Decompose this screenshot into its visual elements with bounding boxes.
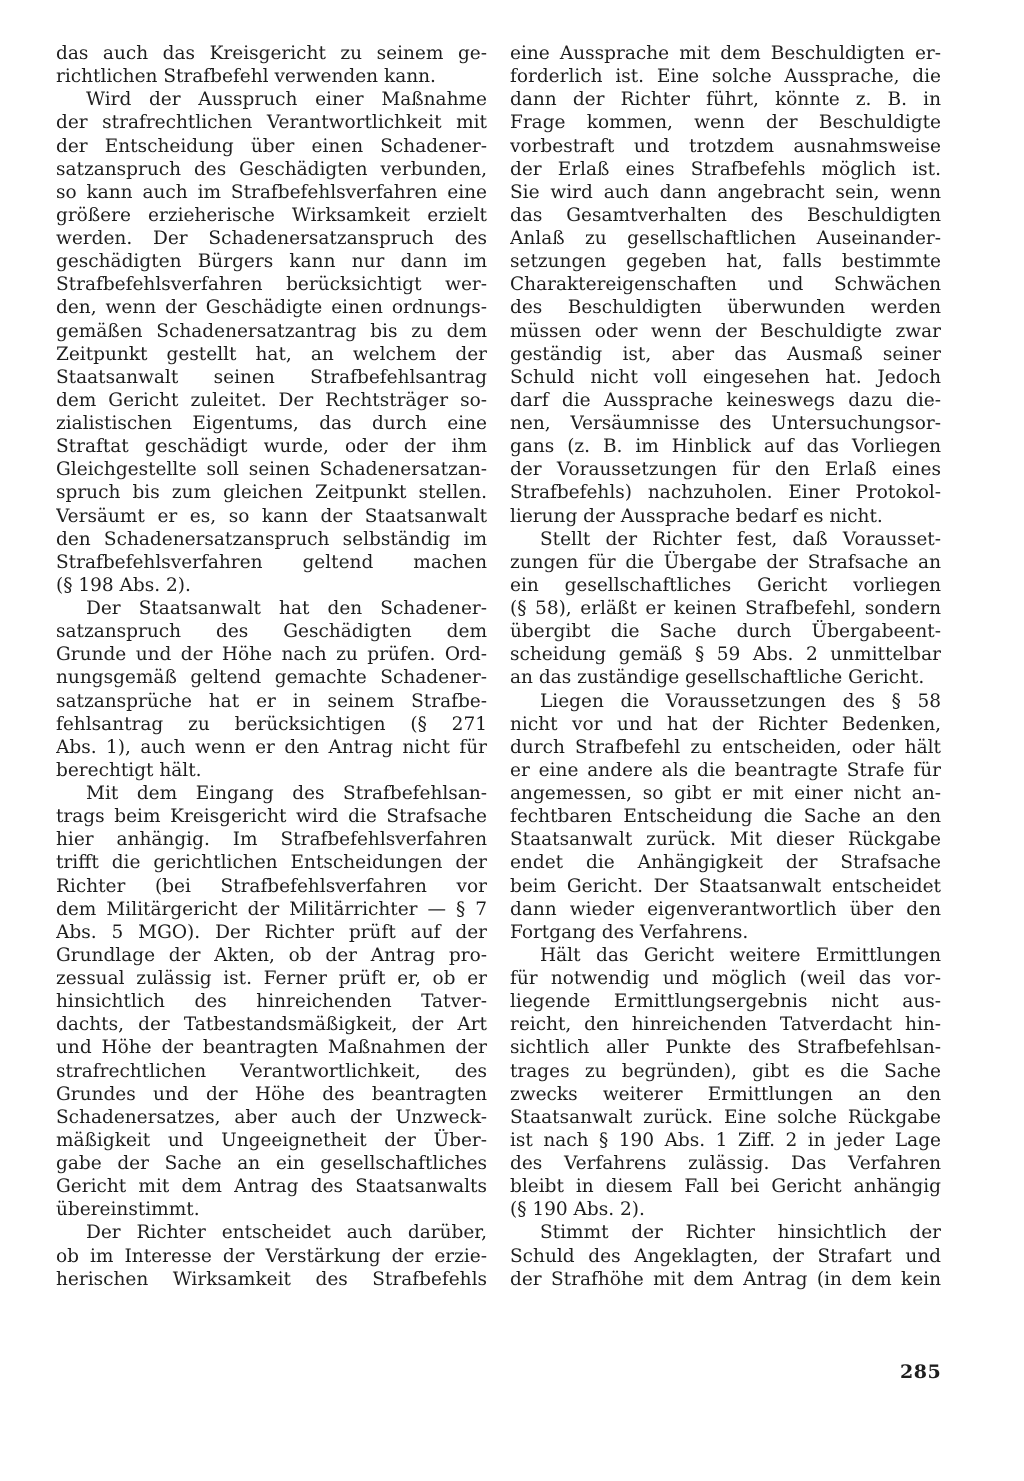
text-line: der Voraussetzungen für den Erlaß eines [510, 459, 941, 481]
text-line: Staatsanwalt zurück. Eine solche Rückgabe [510, 1106, 941, 1128]
text-line: dachts, der Tatbestandsmäßigkeit, der Art [56, 1014, 487, 1036]
text-line: Anlaß zu gesellschaftlichen Auseinander- [510, 228, 941, 249]
text-line: und Höhe der beantragten Maßnahmen der [56, 1037, 487, 1059]
text-line: für notwendig und möglich (weil das vor- [510, 968, 941, 989]
text-line: hinsichtlich des hinreichenden Tatver- [56, 991, 487, 1013]
text-line: Strafbefehlsverfahren geltend machen [56, 551, 487, 573]
page-number: 285 [900, 1361, 942, 1383]
text-line: satzanspruch des Geschädigten dem [56, 621, 487, 643]
text-line: herischen Wirksamkeit des Strafbefehls [56, 1268, 487, 1290]
text-line: Schadenersatzes, aber auch der Unzweck- [56, 1106, 487, 1128]
text-line: gabe der Sache an ein gesellschaftliches [56, 1153, 487, 1174]
text-line: Gleichgestellte soll seinen Schadenersatzan- [56, 459, 487, 481]
text-line: dem Militärgericht der Militärrichter — § 7 [56, 898, 487, 920]
text-line: das Gesamtverhalten des Beschuldigten [510, 204, 941, 226]
text-line: dann der Richter führt, könnte z. B. in [510, 89, 941, 111]
text-line: trages zu begründen), gibt es die Sache [510, 1060, 941, 1082]
text-line: geschädigten Bürgers kann nur dann im [56, 251, 487, 273]
text-line: Richter (bei Strafbefehlsverfahren vor [56, 875, 487, 897]
text-line: (§ 190 Abs. 2). [510, 1199, 645, 1221]
text-line: Der Staatsanwalt hat den Schadener- [86, 598, 487, 619]
text-line: bleibt in diesem Fall bei Gericht anhängig [510, 1176, 941, 1198]
text-line: zialistischen Eigentums, das durch eine [56, 413, 487, 434]
text-line: ein gesellschaftliches Gericht vorliegen [510, 574, 941, 596]
text-line: (§ 58), erläßt er keinen Strafbefehl, sondern [510, 598, 941, 619]
text-line: Sie wird auch dann angebracht sein, wenn [510, 181, 941, 203]
text-line: fehlsantrag zu berücksichtigen (§ 271 [56, 713, 487, 735]
text-line: Staatsanwalt seinen Strafbefehlsantrag [56, 366, 487, 388]
text-line: trags beim Kreisgericht wird die Strafsache [56, 806, 487, 828]
text-line: gans (z. B. im Hinblick auf das Vorliegen [510, 436, 941, 458]
text-line: ob im Interesse der Verstärkung der erzie- [56, 1245, 487, 1267]
right-text-column [510, 42, 941, 1291]
text-line: angemessen, so gibt er mit einer nicht an- [510, 783, 941, 804]
text-line: darf die Aussprache keineswegs dazu die- [510, 389, 941, 411]
text-line: strafrechtlichen Verantwortlichkeit, des [56, 1060, 487, 1082]
text-line: setzungen gegeben hat, falls bestimmte [510, 251, 941, 273]
text-line: Strafbefehlsverfahren berücksichtigt wer- [56, 274, 487, 296]
text-line: Versäumt er es, so kann der Staatsanwalt [56, 505, 487, 527]
text-line: Grundes und der Höhe des beantragten [56, 1083, 487, 1105]
text-line: Frage kommen, wenn der Beschuldigte [510, 112, 941, 134]
text-line: vorbestraft und trotzdem ausnahmsweise [510, 135, 941, 157]
text-line: Der Richter entscheidet auch darüber, [86, 1222, 487, 1244]
text-line: hier anhängig. Im Strafbefehlsverfahren [56, 829, 487, 851]
text-line: trifft die gerichtlichen Entscheidungen der [56, 852, 487, 874]
text-line: müssen oder wenn der Beschuldigte zwar [510, 320, 941, 342]
text-line: Strafbefehls) nachzuholen. Einer Protokol- [510, 482, 941, 504]
text-line: Charaktereigenschaften und Schwächen [510, 274, 941, 296]
text-line: sichtlich aller Punkte des Strafbefehlsan- [510, 1037, 941, 1059]
text-line: den, wenn der Geschädigte einen ordnungs- [56, 297, 487, 319]
text-line: des Verfahrens zulässig. Das Verfahren [510, 1153, 941, 1174]
text-line: satzanspruch des Geschädigten verbunden, [56, 158, 487, 180]
text-line: übergibt die Sache durch Übergabeent- [510, 621, 941, 643]
text-line: Abs. 5 MGO). Der Richter prüft auf der [56, 921, 487, 943]
text-line: Gericht mit dem Antrag des Staatsanwalts [56, 1176, 487, 1198]
text-line: Zeitpunkt gestellt hat, an welchem der [56, 343, 487, 365]
text-line: dem Gericht zuleitet. Der Rechtsträger so- [56, 389, 487, 411]
text-line: forderlich ist. Eine solche Aussprache, die [510, 66, 941, 88]
text-line: Liegen die Voraussetzungen des § 58 [540, 690, 941, 712]
text-line: (§ 198 Abs. 2). [56, 574, 191, 596]
text-line: der Strafhöhe mit dem Antrag (in dem kein [510, 1268, 941, 1290]
text-line: größere erzieherische Wirksamkeit erzielt [56, 204, 487, 226]
text-line: Mit dem Eingang des Strafbefehlsan- [86, 783, 487, 804]
text-line: liegende Ermittlungsergebnis nicht aus- [510, 991, 941, 1013]
text-line: er eine andere als die beantragte Strafe für [510, 759, 941, 781]
text-line: nungsgemäß geltend gemachte Schadener- [56, 667, 487, 689]
text-line: spruch bis zum gleichen Zeitpunkt stellen. [56, 482, 487, 504]
text-line: richtlichen Strafbefehl verwenden kann. [56, 66, 436, 88]
text-line: Staatsanwalt zurück. Mit dieser Rückgabe [510, 829, 941, 851]
text-line: mäßigkeit und Ungeeignetheit der Über- [56, 1129, 487, 1151]
text-line: zungen für die Übergabe der Strafsache an [510, 551, 941, 573]
text-line: übereinstimmt. [56, 1199, 200, 1221]
text-line: lierung der Aussprache bedarf es nicht. [510, 505, 883, 527]
text-line: Wird der Ausspruch einer Maßnahme [86, 89, 487, 111]
text-line: Grundlage der Akten, ob der Antrag pro- [56, 944, 487, 966]
text-line: nen, Versäumnisse des Untersuchungsor- [510, 413, 941, 434]
text-line: des Beschuldigten überwunden werden [510, 297, 941, 319]
text-line: reicht, den hinreichenden Tatverdacht hin- [510, 1014, 941, 1036]
text-line: der Entscheidung über einen Schadener- [56, 135, 487, 157]
text-line: den Schadenersatzanspruch selbständig im [56, 528, 487, 550]
text-line: zwecks weiterer Ermittlungen an den [510, 1083, 941, 1105]
text-line: durch Strafbefehl zu entscheiden, oder hält [510, 736, 941, 758]
text-line: Schuld des Angeklagten, der Strafart und [510, 1245, 941, 1267]
text-line: an das zuständige gesellschaftliche Gericht. [510, 667, 925, 689]
text-line: Stimmt der Richter hinsichtlich der [540, 1222, 941, 1244]
text-line: berechtigt hält. [56, 759, 202, 781]
text-line: werden. Der Schadenersatzanspruch des [56, 228, 487, 249]
text-line: das auch das Kreisgericht zu seinem ge- [56, 43, 487, 64]
text-line: nicht vor und hat der Richter Bedenken, [510, 713, 941, 735]
text-line: gemäßen Schadenersatzantrag bis zu dem [56, 320, 487, 342]
text-line: Straftat geschädigt wurde, oder der ihm [56, 436, 487, 458]
text-line: dann wieder eigenverantwortlich über den [510, 898, 941, 920]
text-line: Fortgang des Verfahrens. [510, 921, 749, 943]
text-line: der strafrechtlichen Verantwortlichkeit mit [56, 112, 487, 134]
text-line: Hält das Gericht weitere Ermittlungen [540, 944, 941, 966]
text-line: Schuld nicht voll eingesehen hat. Jedoch [510, 366, 941, 388]
text-line: geständig ist, aber das Ausmaß seiner [510, 343, 941, 365]
text-line: ist nach § 190 Abs. 1 Ziff. 2 in jeder Lage [510, 1129, 941, 1151]
left-text-column [56, 42, 487, 1291]
text-line: eine Aussprache mit dem Beschuldigten er- [510, 43, 941, 64]
text-line: scheidung gemäß § 59 Abs. 2 unmittelbar [510, 644, 941, 666]
text-line: Abs. 1), auch wenn er den Antrag nicht für [56, 736, 487, 758]
text-line: satzansprüche hat er in seinem Strafbe- [56, 690, 487, 712]
text-line: beim Gericht. Der Staatsanwalt entscheidet [510, 875, 941, 897]
text-line: endet die Anhängigkeit der Strafsache [510, 852, 941, 874]
text-line: der Erlaß eines Strafbefehls möglich ist. [510, 158, 941, 180]
text-line: Grunde und der Höhe nach zu prüfen. Ord- [56, 644, 487, 666]
text-line: so kann auch im Strafbefehlsverfahren eine [56, 181, 487, 203]
text-line: Stellt der Richter fest, daß Vorausset- [540, 528, 941, 550]
text-line: fechtbaren Entscheidung die Sache an den [510, 806, 941, 828]
text-line: zessual zulässig ist. Ferner prüft er, ob er [56, 968, 487, 989]
